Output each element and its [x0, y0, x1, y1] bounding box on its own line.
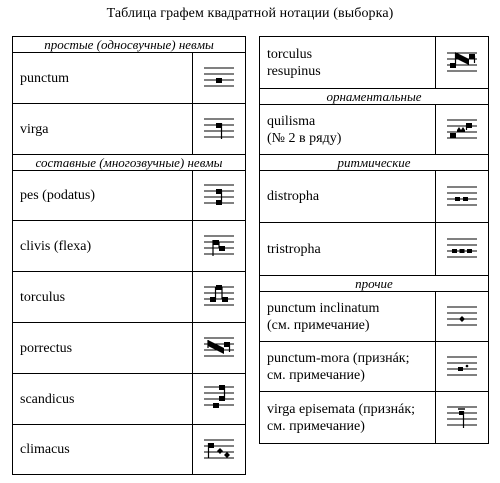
table-row: [13, 104, 246, 155]
pes-glyph: [193, 171, 246, 221]
virga-episemata-glyph: [436, 392, 489, 444]
table-row: [13, 171, 246, 221]
table-row: [260, 105, 489, 155]
page-title: Таблица графем квадратной нотации (выборка): [106, 6, 394, 21]
table-row: [260, 292, 489, 342]
neume-name-scandicus: scandicus: [13, 374, 193, 425]
table-row: [13, 425, 246, 475]
neume-name-virga: virga: [13, 104, 193, 155]
neume-name-line: (см. примечание): [267, 317, 370, 333]
tristropha-glyph: [436, 223, 489, 276]
neume-name-tristropha: [260, 223, 436, 276]
neume-name-line: tristropha: [267, 241, 321, 257]
neume-name-climacus: climacus: [13, 425, 193, 475]
punctum-inclinatum-glyph: [436, 292, 489, 342]
neume-name-distropha: [260, 171, 436, 223]
section-header-simple-neumes: простые (односвучные) невмы: [13, 37, 246, 53]
neume-name-torculus-resupinus: [260, 37, 436, 89]
neume-name-line: (№ 2 в ряду): [267, 130, 342, 146]
quilisma-glyph: [436, 105, 489, 155]
neume-name-line: virga episemata (признáк;: [267, 401, 416, 417]
neume-name-line: resupinus: [267, 63, 321, 79]
neume-name-punctum-mora: [260, 342, 436, 392]
table-row: [260, 223, 489, 276]
punctum-mora-glyph: [436, 342, 489, 392]
neume-name-line: distropha: [267, 189, 320, 204]
punctum-glyph: [193, 53, 246, 104]
distropha-glyph: [436, 171, 489, 223]
neume-name-pes: pes (podatus): [13, 171, 193, 221]
table-row: [13, 221, 246, 272]
neume-name-line: punctum inclinatum: [267, 300, 380, 316]
neume-name-torculus: torculus: [13, 272, 193, 323]
neume-name-punctum: punctum: [13, 53, 193, 104]
table-row: [260, 171, 489, 223]
neume-name-virga-episemata: [260, 392, 436, 444]
table-row: [13, 323, 246, 374]
table-row: [260, 392, 489, 444]
table-row: [13, 272, 246, 323]
table-row: [13, 374, 246, 425]
neume-name-line: см. примечание): [267, 418, 365, 434]
section-header-ornamental: орнаментальные: [260, 89, 489, 105]
neume-name-quilisma: [260, 105, 436, 155]
section-header-other: прочие: [260, 276, 489, 292]
porrectus-glyph: [193, 323, 246, 374]
right-neume-table: [259, 36, 489, 444]
left-neume-table: [12, 36, 246, 475]
clivis-glyph: [193, 221, 246, 272]
section-header-compound-neumes: составные (многозвучные) невмы: [13, 155, 246, 171]
virga-glyph: [193, 104, 246, 155]
table-row: [260, 37, 489, 89]
scandicus-glyph: [193, 374, 246, 425]
neume-name-clivis: clivis (flexa): [13, 221, 193, 272]
torculus-glyph: [193, 272, 246, 323]
section-header-rhythmic: ритмические: [260, 155, 489, 171]
neume-name-line: torculus: [267, 46, 313, 62]
neume-name-line: см. примечание): [267, 367, 365, 383]
neume-name-porrectus: porrectus: [13, 323, 193, 374]
neume-name-line: quilisma: [267, 113, 316, 129]
table-row: [13, 53, 246, 104]
neume-name-line: punctum-mora (признáк;: [267, 350, 410, 366]
climacus-glyph: [193, 425, 246, 475]
neume-name-punctum-inclinatum: [260, 292, 436, 342]
torculus-resupinus-glyph: [436, 37, 489, 89]
table-row: [260, 342, 489, 392]
